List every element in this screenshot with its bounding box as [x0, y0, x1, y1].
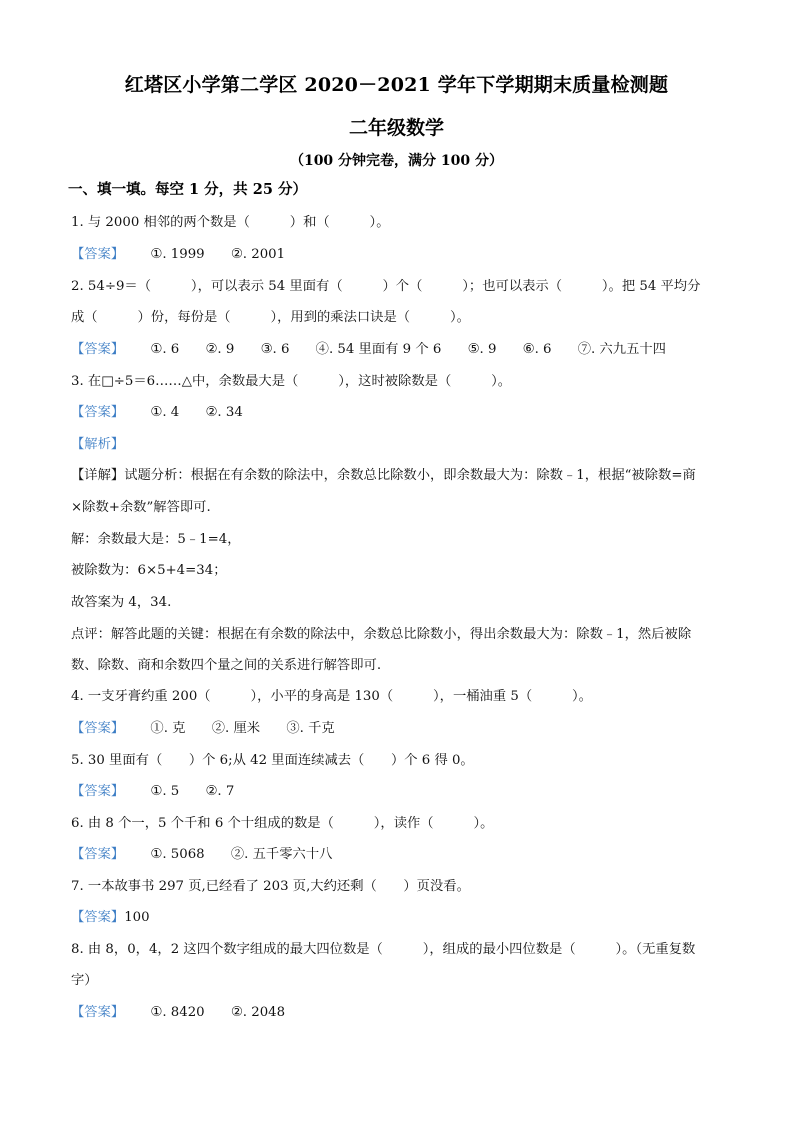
answer-tag: 【答案】 — [71, 342, 125, 357]
exam-note: （100 分钟完卷，满分 100 分） — [289, 153, 504, 169]
answer-tag: 【答案】 — [71, 721, 125, 736]
answer-row-5 — [71, 783, 256, 801]
answer-item: ①. 4 — [150, 405, 180, 420]
answer-item: ③. 6 — [260, 342, 290, 357]
answer-item: 100 — [124, 910, 150, 925]
question-7: 7. 一本故事书 297 页,已经看了 203 页,大约还剩（ ）页没看。 — [71, 879, 470, 894]
question-3: 3. 在□÷5＝6……△中，余数最大是（ ），这时被除数是（ ）。 — [71, 374, 512, 389]
answer-item: ①. 5 — [150, 784, 180, 799]
question-1: 1. 与 2000 相邻的两个数是（ ）和（ ）。 — [71, 215, 390, 230]
answer-item: ②. 7 — [205, 784, 235, 799]
answer-item: ①. 5068 — [150, 847, 205, 862]
section-heading: 一、填一填。每空 1 分，共 25 分） — [68, 181, 307, 198]
answer-item: ①. 8420 — [150, 1005, 205, 1020]
answer-tag: 【答案】 — [71, 910, 125, 925]
answer-item: ②. 9 — [205, 342, 235, 357]
answer-row-8 — [71, 1004, 307, 1022]
comment-line-1: 点评：解答此题的关键：根据在有余数的除法中，余数总比除数小，得出余数最大为：除数﹣1，然后被除 — [71, 627, 692, 642]
answer-item: ①. 6 — [150, 342, 180, 357]
answer-item: ④. 54 里面有 9 个 6 — [315, 342, 442, 357]
detail-label: 【详解】 — [71, 468, 125, 483]
answer-item: ⑦. 六九五十四 — [577, 342, 666, 357]
question-8-line-1: 8. 由 8，0，4，2 这四个数字组成的最大四位数是（ ），组成的最小四位数是（ ）。（无重复数 — [71, 942, 696, 957]
question-4: 4. 一支牙膏约重 200（ ），小平的身高是 130（ ），一桶油重 5（ ）。 — [71, 689, 592, 704]
question-2-line-1: 2. 54÷9＝（ ），可以表示 54 里面有（ ）个（ ）；也可以表示（ ）。把 54 平均分 — [71, 279, 701, 294]
detail-line-2: ×除数+余数”解答即可. — [71, 500, 211, 515]
answer-item: ①. 克 — [150, 721, 186, 736]
answer-tag: 【答案】 — [71, 405, 125, 420]
analysis-label: 【解析】 — [71, 437, 125, 452]
answer-tag: 【答案】 — [71, 847, 125, 862]
question-8-line-2: 字） — [71, 973, 98, 988]
answer-item: ①. 1999 — [150, 247, 205, 262]
solution-step-3: 故答案为 4，34. — [71, 595, 172, 610]
question-6: 6. 由 8 个一，5 个千和 6 个十组成的数是（ ），读作（ ）。 — [71, 816, 494, 831]
answer-tag: 【答案】 — [71, 784, 125, 799]
exam-title: 红塔区小学第二学区 2020－2021 学年下学期期末质量检测题 — [124, 74, 669, 96]
answer-item: ②. 2001 — [230, 247, 286, 262]
answer-item: ③. 千克 — [286, 721, 335, 736]
question-2-line-2: 成（ ）份，每份是（ ），用到的乘法口诀是（ ）。 — [71, 310, 470, 325]
answer-row-3 — [71, 404, 265, 422]
answer-item: ⑥. 6 — [522, 342, 552, 357]
answer-row-6 — [71, 846, 354, 864]
answer-row-1 — [71, 246, 307, 264]
answer-row-7 — [71, 909, 150, 927]
detail-text: 试题分析：根据在有余数的除法中，余数总比除数小，即余数最大为：除数﹣1，根据“被除数=商 — [124, 468, 696, 483]
comment-line-2: 数、除数、商和余数四个量之间的关系进行解答即可. — [71, 658, 382, 673]
answer-item: ②. 2048 — [230, 1005, 286, 1020]
solution-step-1: 解：余数最大是：5﹣1=4， — [71, 532, 241, 547]
question-5: 5. 30 里面有（ ）个 6;从 42 里面连续减去（ ）个 6 得 0。 — [71, 753, 474, 768]
answer-item: ②. 厘米 — [211, 721, 261, 736]
answer-row-4 — [71, 720, 357, 738]
answer-row-2 — [71, 341, 688, 359]
analysis-tag — [71, 436, 124, 454]
answer-tag: 【答案】 — [71, 247, 125, 262]
answer-item: ②. 34 — [205, 405, 243, 420]
solution-step-2: 被除数为：6×5+4=34； — [71, 563, 227, 578]
answer-item: ②. 五千零六十八 — [230, 847, 333, 862]
exam-subject: 二年级数学 — [348, 117, 444, 139]
detail-line-1 — [71, 467, 696, 485]
answer-item: ⑤. 9 — [467, 342, 497, 357]
answer-tag: 【答案】 — [71, 1005, 125, 1020]
